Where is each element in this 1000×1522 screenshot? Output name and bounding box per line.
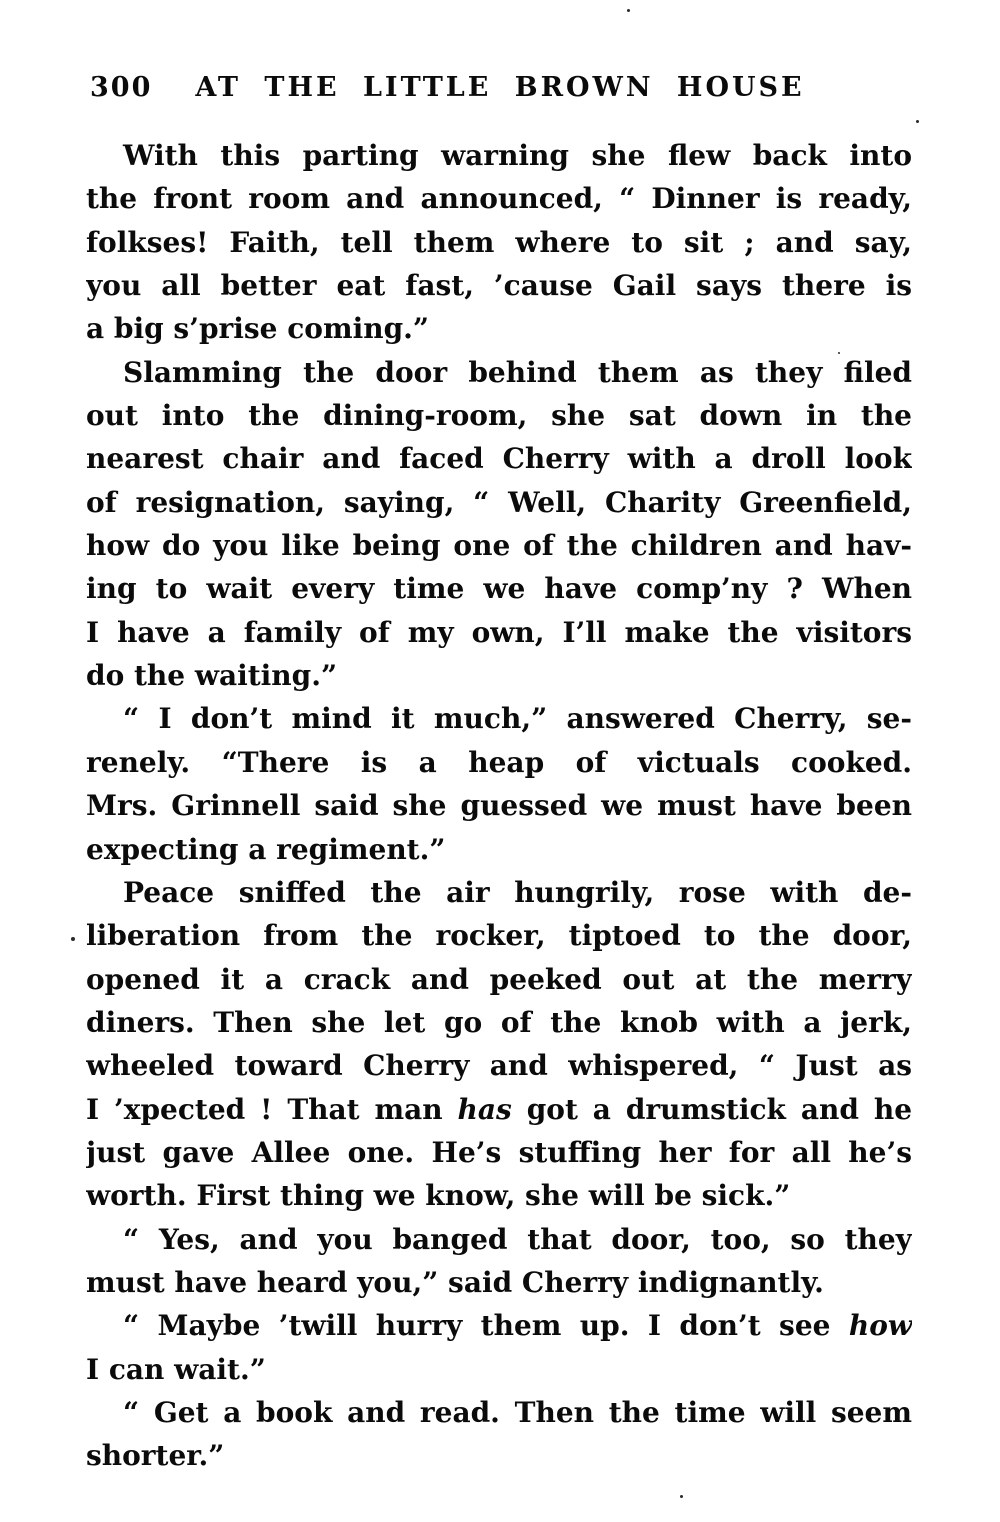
text-line: ing to wait every time we have comp’ny ? When (86, 572, 912, 606)
text-line: shorter.” (86, 1439, 225, 1473)
text-line: nearest chair and faced Cherry with a droll look (86, 442, 912, 476)
text-line: renely. “There is a heap of victuals cooked. (86, 745, 912, 779)
text-line: “ Maybe ’twill hurry them up. I don’t see how (123, 1309, 912, 1343)
text-line: wheeled toward Cherry and whispered, “ Just as (86, 1049, 912, 1083)
text-line: you all better eat fast, ’cause Gail says there is (86, 269, 912, 303)
text-line: out into the dining-room, she sat down in the (86, 399, 912, 433)
scan-speck (627, 9, 630, 12)
text-line: liberation from the rocker, tiptoed to the door, (86, 919, 912, 953)
text-line: expecting a regiment.” (86, 832, 446, 866)
scan-speck (838, 352, 840, 354)
text-line: a big s’prise coming.” (86, 312, 430, 346)
text-line: With this parting warning she flew back into (123, 139, 912, 172)
text-line: diners. Then she let go of the knob with a jerk, (86, 1005, 912, 1039)
scan-speck (71, 937, 75, 941)
text-line: of resignation, saying, “ Well, Charity Greenfield, (86, 485, 912, 519)
text-line: I have a family of my own, I’ll make the visitors (86, 615, 912, 649)
text-line: Peace sniffed the air hungrily, rose with de- (123, 875, 912, 909)
text-line: “ Yes, and you banged that door, too, so they (123, 1222, 912, 1256)
text-line: I can wait.” (86, 1352, 266, 1386)
text-line: how do you like being one of the children and hav- (86, 529, 912, 563)
text-line: “ I don’t mind it much,” answered Cherry, se- (123, 702, 912, 736)
scan-speck (680, 1495, 683, 1498)
text-line: “ Get a book and read. Then the time will seem (123, 1395, 912, 1429)
body-text (86, 134, 912, 1478)
text-line: Slamming the door behind them as they filed (123, 355, 912, 389)
running-title: AT THE LITTLE BROWN HOUSE (195, 72, 805, 103)
text-line: the front room and announced, “ Dinner is ready, (86, 182, 912, 216)
text-line: do the waiting.” (86, 659, 338, 693)
text-line: worth. First thing we know, she will be sick.” (86, 1179, 791, 1213)
text-line: opened it a crack and peeked out at the merry (86, 962, 912, 996)
page-number: 300 (90, 72, 153, 103)
text-line: Mrs. Grinnell said she guessed we must have been (86, 789, 912, 823)
text-line: folkses! Faith, tell them where to sit ; and say, (86, 225, 912, 259)
text-line: must have heard you,” said Cherry indignantly. (86, 1265, 824, 1299)
scan-speck (916, 120, 919, 123)
text-line: I ’xpected ! That man has got a drumstick and he (86, 1092, 912, 1126)
text-line: just gave Allee one. He’s stuffing her for all he’s (86, 1135, 912, 1169)
